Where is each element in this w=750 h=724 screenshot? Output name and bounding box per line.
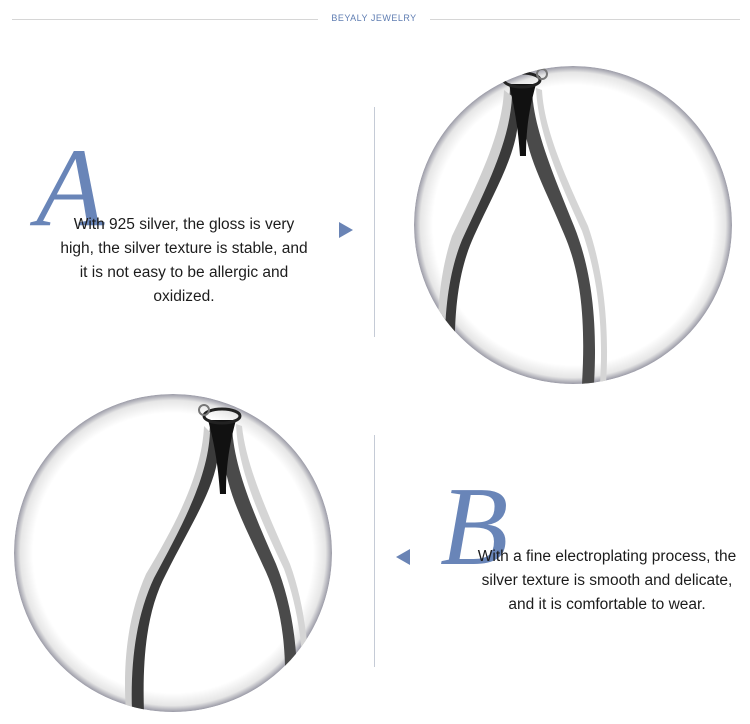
vertical-divider (374, 107, 375, 337)
header-rule-right (430, 19, 740, 20)
wishbone-pendant-image (14, 394, 332, 712)
triangle-left-icon (396, 549, 410, 565)
header-rule-left (12, 19, 318, 20)
triangle-right-icon (339, 222, 353, 238)
product-image-circle (414, 66, 732, 384)
section-description: With a fine electroplating process, the silver texture is smooth and delicate, and it is comfortable to wear. (477, 548, 737, 613)
product-image-circle (14, 394, 332, 712)
brand-title: BEYALY JEWELRY (331, 13, 417, 23)
section-description: With 925 silver, the gloss is very high, the silver texture is stable, and it is not easy to be allergic and oxidized. (60, 216, 308, 305)
feature-section-a (0, 40, 750, 385)
wishbone-pendant-image (414, 66, 732, 384)
vertical-divider (374, 435, 375, 667)
feature-section-b (0, 385, 750, 724)
section-letter: A (36, 126, 105, 250)
page-header (0, 0, 750, 40)
section-letter: B (440, 465, 509, 589)
